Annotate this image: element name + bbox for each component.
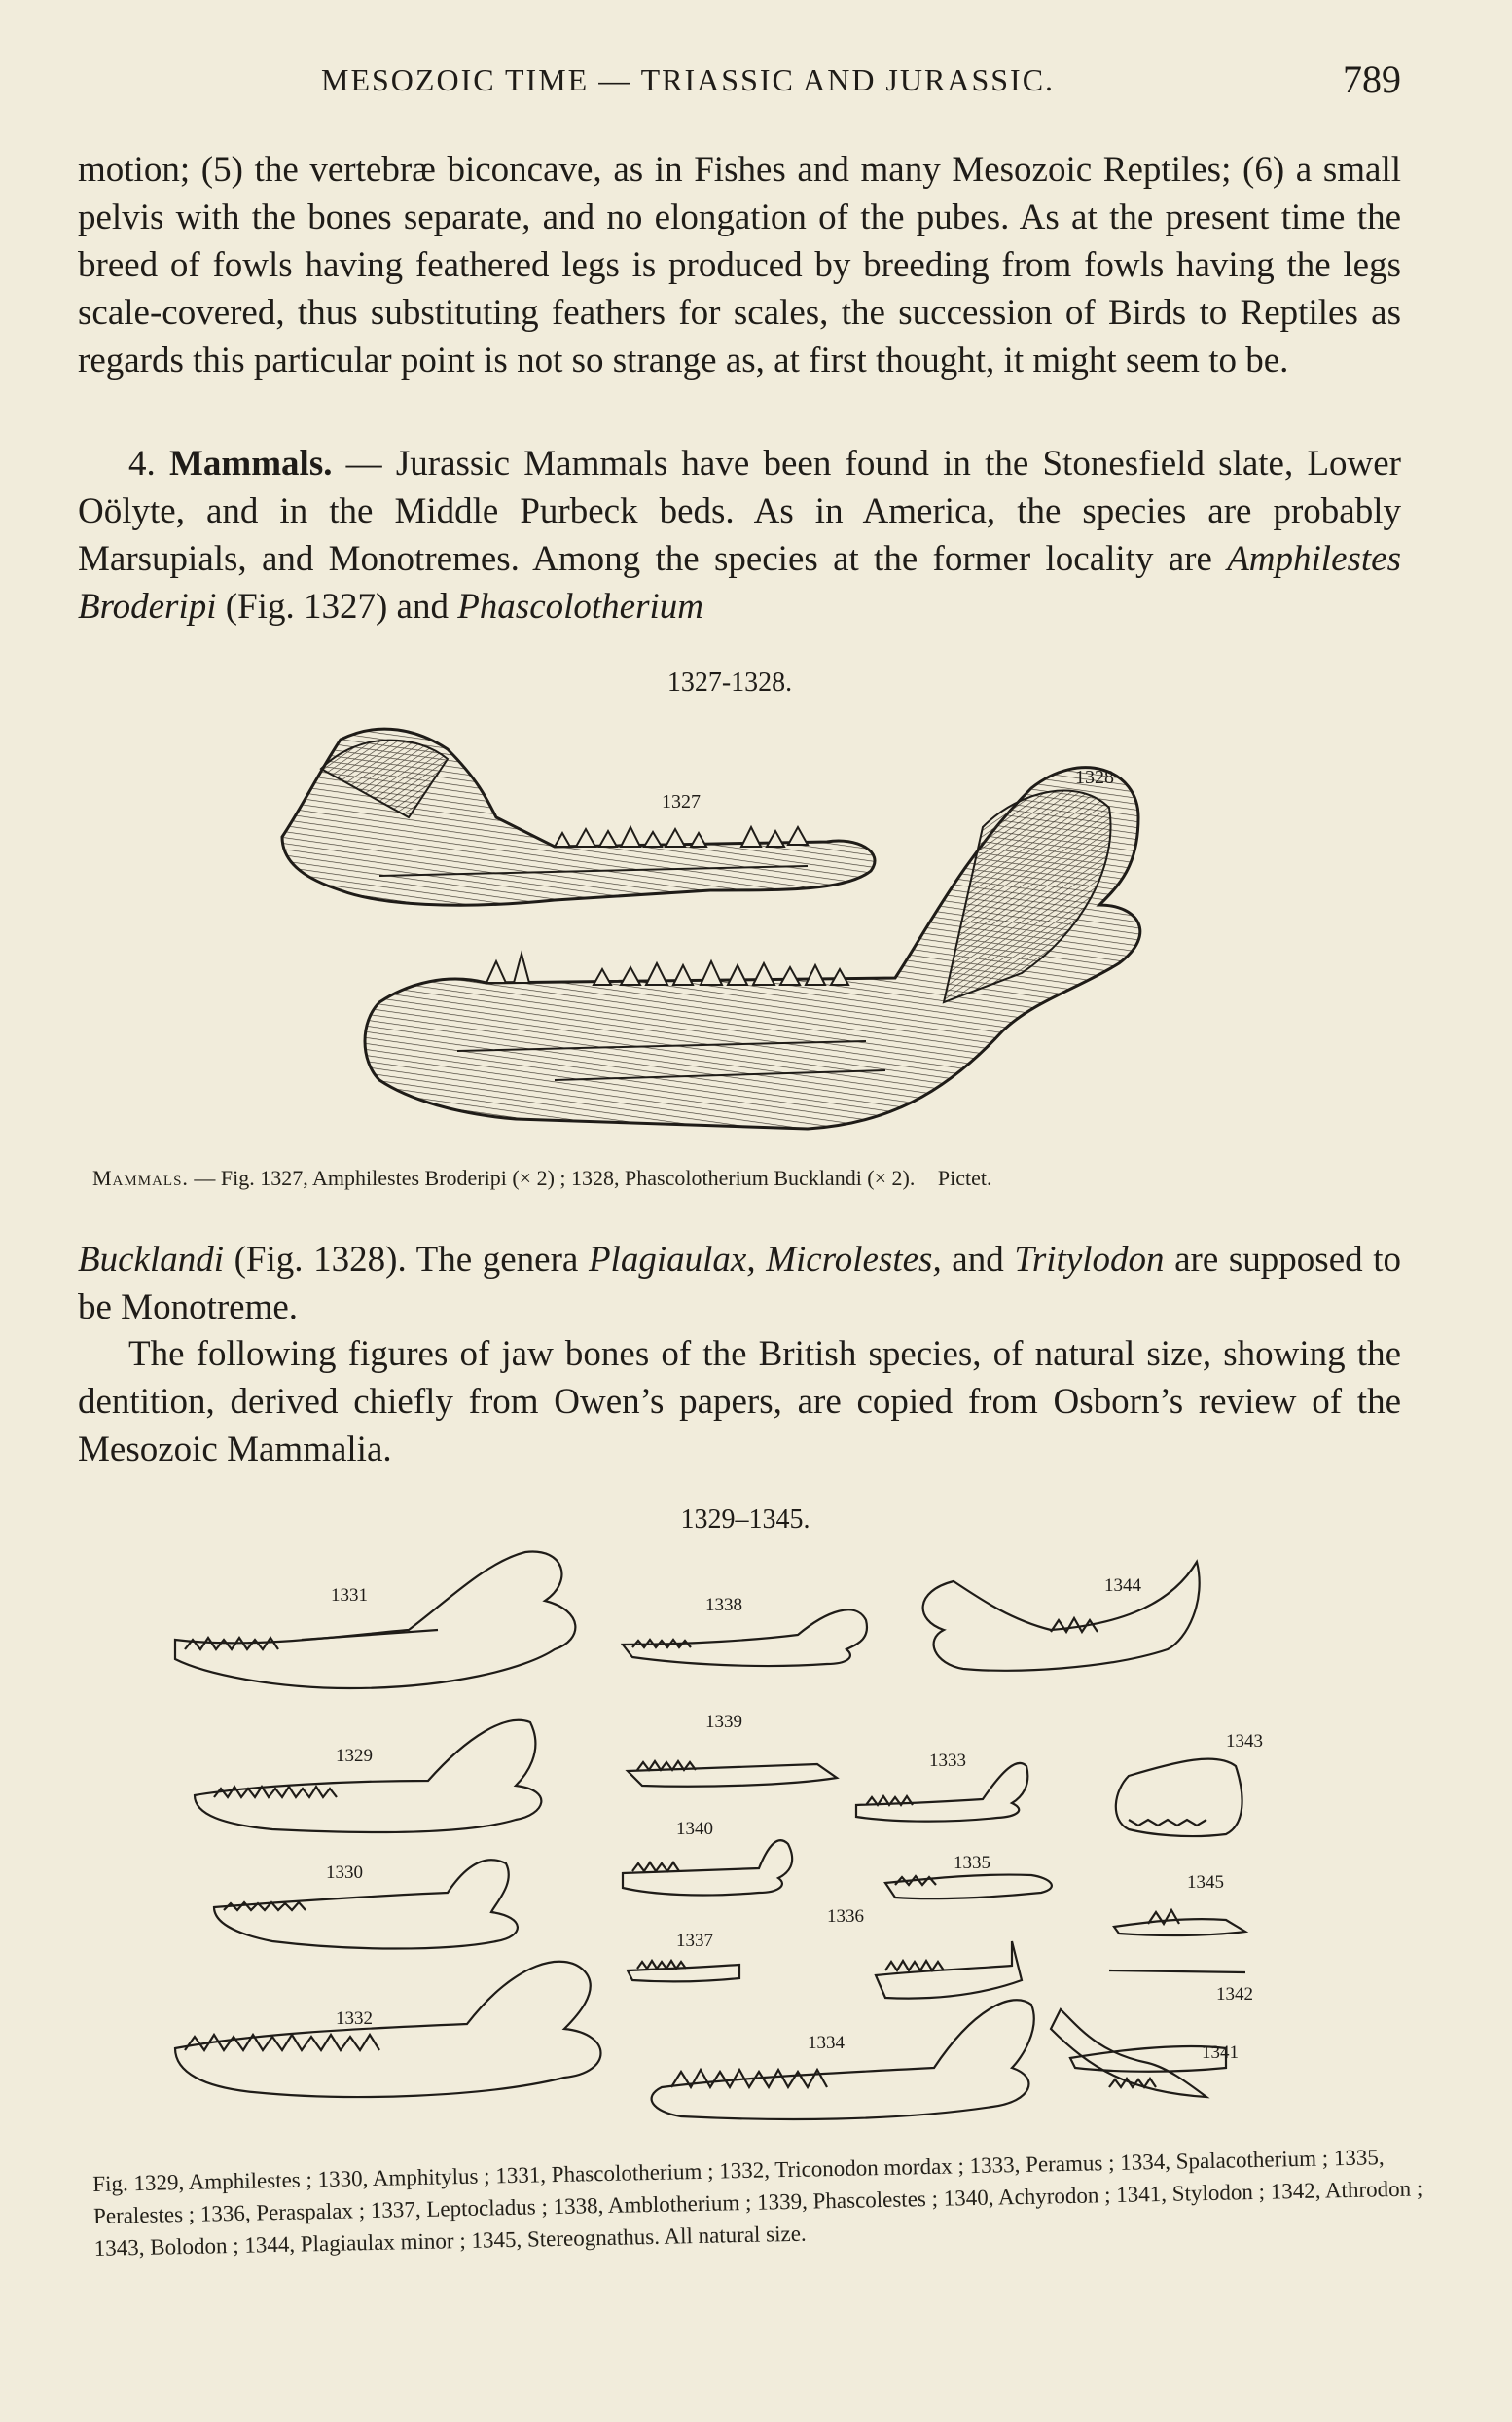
- fig-label-1332: 1332: [336, 2008, 373, 2029]
- figure-caption-1329-1345: Fig. 1329, Amphilestes ; 1330, Amphitylus ; 1331, Phascolotherium ; 1332, Triconodon mordax ; 1333, Peramus ; 1334, Spalacotherium ; 1335, Peralestes ; 1336, Peraspalax ; 1337, Leptocladus ; 1338, Amblotherium ; 1339, Phascolestes ; 1340, Achyrodon ; 1341, Stylodon ; 1342, Athrodon ; 1343, Bolodon ; 1344, Plagiaulax minor ; 1345, Stereognathus. All natural size.: [92, 2145, 1423, 2260]
- page-number: 789: [1343, 57, 1401, 101]
- paragraph-text: are supposed to be Monotreme.: [78, 1240, 1401, 1327]
- genus-name: Tritylodon: [1014, 1240, 1165, 1280]
- fig-label-1340: 1340: [676, 1819, 713, 1839]
- jaw-1333: [856, 1763, 1027, 1822]
- fig-label-1333: 1333: [929, 1751, 966, 1771]
- jaw-figures-1329-1345: [156, 1542, 1352, 2126]
- paragraph-text: (Fig. 1327) and: [216, 587, 458, 627]
- jaw-1336: [876, 1941, 1022, 1999]
- fig-label-1328: 1328: [1075, 767, 1114, 788]
- fig-label-1327: 1327: [662, 791, 701, 813]
- paragraph-figures-intro: The following figures of jaw bones of the British species, of natural size, showing the dentition, derived chiefly from Owen’s papers, are copied from Osborn’s review of the Mesozoic Mammalia.: [78, 1334, 1401, 1469]
- caption-text: — Fig. 1327, Amphilestes Broderipi (× 2) ; 1328, Phascolotherium Bucklandi (× 2).: [188, 1166, 916, 1190]
- jaw-1340: [623, 1840, 792, 1895]
- fig-label-1339: 1339: [705, 1712, 742, 1732]
- species-name: Phascolotherium: [457, 587, 704, 627]
- jaw-1339: [628, 1761, 837, 1787]
- jaw-1345: [1109, 1910, 1245, 1972]
- jaw-1335: [885, 1875, 1052, 1899]
- fig-label-1343: 1343: [1226, 1731, 1263, 1752]
- paragraph-mammals: [78, 440, 1401, 631]
- fig-label-1330: 1330: [326, 1862, 363, 1883]
- paragraph-text: — Jurassic Mammals have been found in the Stonesfield slate, Lower Oölyte, and in the Middle Purbeck beds. As in America, the species are probably Marsupials, and Monotremes. Among the species at the former locality are: [78, 444, 1402, 579]
- fig-label-1344: 1344: [1104, 1575, 1141, 1596]
- jaw-1334: [652, 2000, 1034, 2119]
- plate-label: 1327-1328.: [666, 668, 793, 698]
- jaw-1344: [923, 1562, 1200, 1671]
- paragraph-bucklandi: [78, 1236, 1401, 1331]
- figure-caption-1327-1328: [92, 1166, 1377, 1191]
- section-heading: Mammals.: [168, 444, 333, 484]
- paragraph-text: (Fig. 1328). The genera: [224, 1240, 589, 1280]
- page-header: [78, 56, 1411, 115]
- paragraph-1: motion; (5) the vertebræ biconcave, as in Fishes and many Mesozoic Reptiles; (6) a small pelvis with the bones separate, and no elongation of the pubes. As at the present time the breed of fowls having feathered legs is produced by breeding from fowls having the legs scale-covered, thus substituting feathers for scales, the succession of Birds to Reptiles as regards this particular point is not so strange as, at first thought, it might seem to be.: [78, 150, 1401, 380]
- running-head: MESOZOIC TIME — TRIASSIC AND JURASSIC.: [321, 62, 1056, 97]
- jaw-1327: [282, 729, 875, 905]
- genus-name: Plagiaulax,: [588, 1240, 756, 1280]
- fig-label-1338: 1338: [705, 1595, 742, 1615]
- fig-label-1341: 1341: [1202, 2042, 1239, 2063]
- fig-label-1334: 1334: [808, 2033, 845, 2053]
- caption-lead: Mammals.: [92, 1166, 189, 1190]
- section-number: 4.: [128, 444, 156, 484]
- jaw-1330: [214, 1860, 518, 1948]
- caption-credit: Pictet.: [937, 1166, 992, 1190]
- paragraph-text: and: [941, 1240, 1015, 1280]
- fig-label-1342: 1342: [1216, 1984, 1253, 2005]
- jaw-1343: [1116, 1759, 1242, 1836]
- jaw-1331: [175, 1552, 575, 1688]
- jaw-1338: [623, 1609, 867, 1666]
- fig-label-1345: 1345: [1187, 1872, 1224, 1893]
- species-name: Bucklandi: [78, 1240, 225, 1280]
- fig-label-1335: 1335: [954, 1853, 990, 1873]
- fig-label-1329: 1329: [336, 1746, 373, 1766]
- jaw-1329: [195, 1720, 541, 1832]
- fig-label-1331: 1331: [331, 1585, 368, 1606]
- jaw-1341: [1051, 2009, 1206, 2097]
- fig-label-1337: 1337: [676, 1931, 713, 1951]
- jaw-figure-1327-1328: [263, 710, 1245, 1168]
- plate-label: 1329–1345.: [680, 1504, 810, 1535]
- jaw-1332: [175, 1962, 601, 2097]
- species-name: Amphilestes Broderipi: [78, 539, 1401, 627]
- genus-name: Microlestes,: [766, 1240, 942, 1280]
- fig-label-1336: 1336: [827, 1906, 864, 1927]
- jaw-1337: [628, 1961, 739, 1981]
